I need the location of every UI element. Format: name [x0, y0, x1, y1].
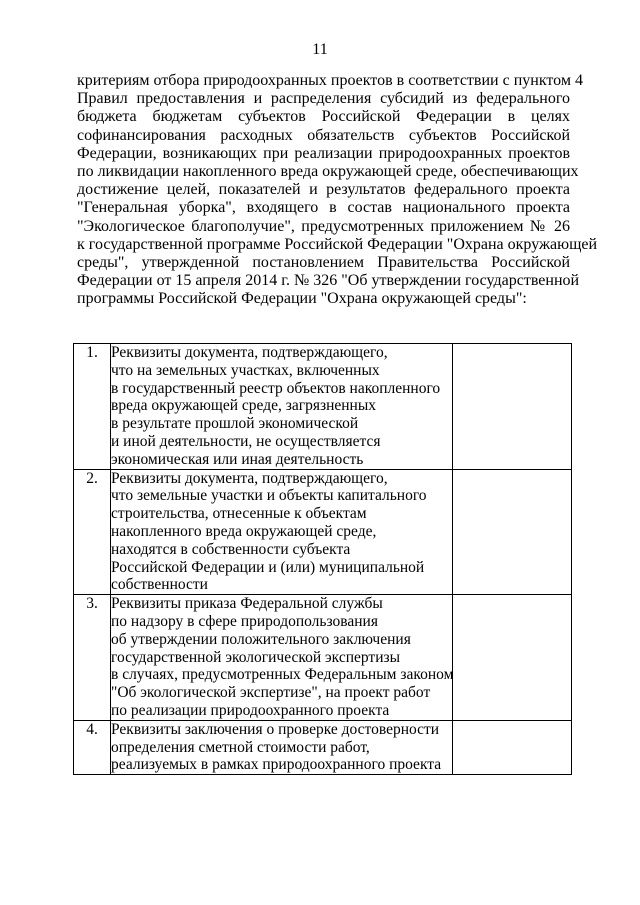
table-row — [74, 720, 572, 774]
row-description — [111, 469, 453, 595]
row-line: государственной экологической экспертизы — [111, 648, 401, 666]
row-line: находятся в собственности субъекта — [111, 540, 351, 558]
row-line: Реквизиты приказа Федеральной службы — [111, 595, 383, 613]
value-cell — [453, 595, 572, 721]
row-line: Реквизиты заключения о проверке достоверности — [111, 720, 440, 738]
value-cell — [453, 344, 572, 470]
intro-line: Федерации от 15 апреля 2014 г. № 326 "Об утверждении государственной — [77, 272, 580, 290]
row-description — [111, 595, 453, 721]
intro-line: "Генеральная уборка", входящего в состав национального проекта — [77, 199, 570, 217]
requisites-table — [73, 343, 572, 775]
intro-line: среды", утвержденной постановлением Правительства Российской — [77, 254, 570, 272]
intro-line: Федерации, возникающих при реализации природоохранных проектов — [77, 144, 570, 162]
row-line: в случаях, предусмотренных Федеральным законом — [111, 666, 454, 684]
row-line: Российской Федерации и (или) муниципальной — [111, 558, 425, 576]
row-line: "Об экологической экспертизе", на проект работ — [111, 684, 431, 702]
row-description — [111, 720, 453, 774]
table-row — [74, 469, 572, 595]
row-line: в государственный реестр объектов накопленного — [111, 379, 441, 397]
intro-line: программы Российской Федерации "Охрана окружающей среды": — [77, 290, 527, 308]
table-row — [74, 344, 572, 470]
row-number: 1. — [74, 344, 111, 470]
row-number: 3. — [74, 595, 111, 721]
row-line: определения сметной стоимости работ, — [111, 738, 370, 756]
table-row — [74, 595, 572, 721]
intro-line: бюджета бюджетам субъектов Российской Федерации в целях — [77, 108, 570, 126]
row-line: вреда окружающей среде, загрязненных — [111, 397, 377, 415]
row-line: Реквизиты документа, подтверждающего, — [111, 469, 388, 487]
row-line: накопленного вреда окружающей среде, — [111, 522, 377, 540]
row-line: строительства, отнесенные к объектам — [111, 505, 367, 523]
value-cell — [453, 469, 572, 595]
row-line: что земельные участки и объекты капитального — [111, 487, 427, 505]
value-cell — [453, 720, 572, 774]
intro-line: к государственной программе Российской Федерации "Охрана окружающей — [77, 235, 598, 253]
intro-paragraph — [77, 72, 598, 309]
row-number: 2. — [74, 469, 111, 595]
row-line: экономическая или иная деятельность — [111, 450, 364, 468]
page-number: 11 — [312, 41, 328, 58]
intro-line: софинансирования расходных обязательств субъектов Российской — [77, 126, 570, 144]
row-line: и иной деятельности, не осуществляется — [111, 432, 381, 450]
row-number: 4. — [74, 720, 111, 774]
intro-line: Правил предоставления и распределения субсидий из федерального — [77, 90, 570, 108]
row-description — [111, 344, 453, 470]
intro-line: критериям отбора природоохранных проектов в соответствии с пунктом 4 — [77, 72, 583, 89]
row-line: Реквизиты документа, подтверждающего, — [111, 344, 388, 361]
row-line: об утверждении положительного заключения — [111, 630, 411, 648]
row-line: реализуемых в рамках природоохранного проекта — [111, 756, 442, 774]
row-line: собственности — [111, 576, 208, 594]
row-line: в результате прошлой экономической — [111, 415, 359, 433]
row-line: по реализации природоохранного проекта — [111, 701, 390, 719]
intro-line: достижение целей, показателей и результатов федерального проекта — [77, 181, 570, 199]
intro-line: по ликвидации накопленного вреда окружающей среде, обеспечивающих — [77, 163, 579, 181]
intro-line: "Экологическое благополучие", предусмотренных приложением № 26 — [77, 217, 570, 235]
row-line: по надзору в сфере природопользования — [111, 612, 378, 630]
row-line: что на земельных участках, включенных — [111, 361, 380, 379]
